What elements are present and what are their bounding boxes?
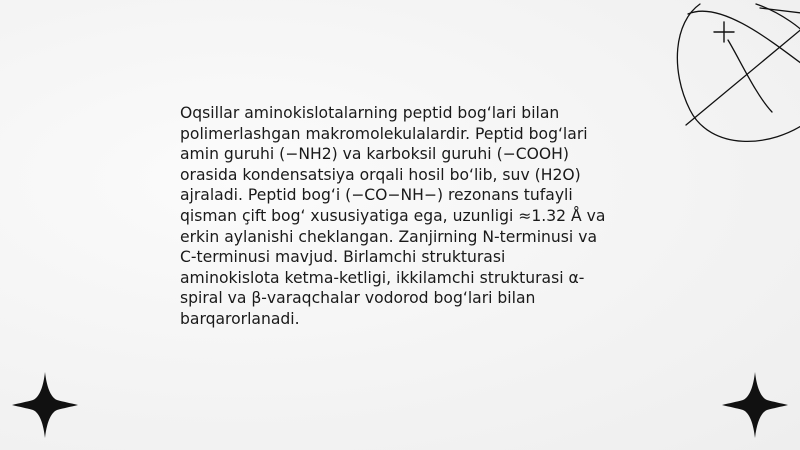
body-line: aminokislota ketma-ketligi, ikkilamchi strukturasi α-: [180, 268, 585, 287]
body-line: C-terminusi mavjud. Birlamchi strukturasi: [180, 248, 506, 267]
orbit-sparkle-icon: [660, 0, 800, 150]
body-line: barqarorlanadi.: [180, 309, 300, 328]
body-line: spiral va β-varaqchalar vodorod bog‘lari bilan: [180, 289, 536, 308]
sparkle-icon: [714, 22, 734, 42]
four-point-star-icon: [722, 372, 788, 438]
body-paragraph: [180, 103, 620, 330]
body-line: polimerlashgan makromolekulalardir. Peptid bog‘lari: [180, 124, 588, 143]
body-line: Oqsillar aminokislotalarning peptid bog‘lari bilan: [180, 104, 560, 122]
body-line: qisman çift bog‘ xususiyatiga ega, uzunligi ≈1.32 Å va: [180, 206, 606, 225]
body-line: orasida kondensatsiya orqali hosil bo‘lib, suv (H2O): [180, 165, 581, 184]
body-line: amin guruhi (−NH2) va karboksil guruhi (−COOH): [180, 145, 569, 164]
four-point-star-icon: [12, 372, 78, 438]
body-line: erkin aylanishi cheklangan. Zanjirning N-terminusi va: [180, 227, 597, 246]
body-line: ajraladi. Peptid bog‘i (−CO−NH−) rezonans tufayli: [180, 186, 573, 205]
